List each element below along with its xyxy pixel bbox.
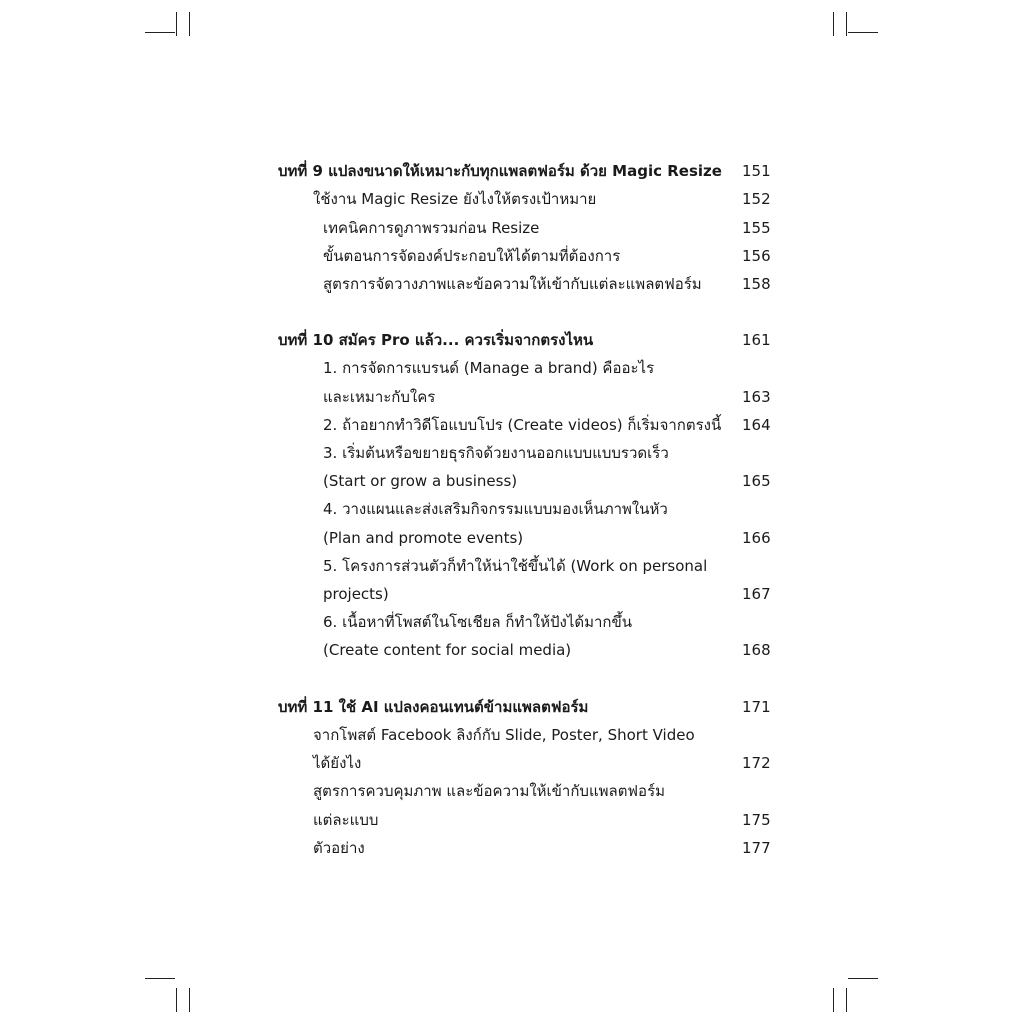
toc-entry: ใช้งาน Magic Resize ยังไงให้ตรงเป้าหมาย	[313, 190, 597, 208]
toc-entry: 2. ถ้าอยากทำวิดีโอแบบโปร (Create videos) ก็เริ่มจากตรงนี้	[323, 416, 722, 434]
toc-page-number: 166	[742, 529, 771, 547]
toc-page-number: 164	[742, 416, 771, 434]
toc-page-number: 175	[742, 811, 771, 829]
toc-entry: สูตรการจัดวางภาพและข้อความให้เข้ากับแต่ละแพลตฟอร์ม	[323, 275, 702, 293]
toc-page-number: 171	[742, 698, 771, 716]
toc-entry: projects)	[323, 585, 389, 603]
toc-entry: (Start or grow a business)	[323, 472, 518, 490]
toc-page-number: 165	[742, 472, 771, 490]
toc-page-number: 155	[742, 219, 771, 237]
toc-page-number: 158	[742, 275, 771, 293]
toc-page-number: 172	[742, 754, 771, 772]
toc-entry: (Create content for social media)	[323, 641, 572, 659]
toc-entry: และเหมาะกับใคร	[323, 388, 436, 406]
toc-chapter-title: บทที่ 11 ใช้ AI แปลงคอนเทนต์ข้ามแพลตฟอร์ม	[278, 698, 589, 716]
toc-entry: ขั้นตอนการจัดองค์ประกอบให้ได้ตามที่ต้องการ	[323, 247, 621, 265]
toc-entry: 5. โครงการส่วนตัวก็ทำให้น่าใช้ขึ้นได้ (Work on personal	[323, 557, 708, 575]
toc-page-number: 168	[742, 641, 771, 659]
toc-page-number: 177	[742, 839, 771, 857]
toc-entry: 6. เนื้อหาที่โพสต์ในโซเชียล ก็ทำให้ปังได้มากขึ้น	[323, 613, 633, 631]
toc-entry: (Plan and promote events)	[323, 529, 524, 547]
toc-entry: 1. การจัดการแบรนด์ (Manage a brand) คืออะไร	[323, 359, 655, 377]
toc-entry: สูตรการควบคุมภาพ และข้อความให้เข้ากับแพลตฟอร์ม	[313, 782, 666, 800]
toc-page-number: 161	[742, 331, 771, 349]
toc-page-number: 152	[742, 190, 771, 208]
toc-entry: จากโพสต์ Facebook ลิงก์กับ Slide, Poster, Short Video	[313, 726, 695, 744]
toc-entry: เทคนิคการดูภาพรวมก่อน Resize	[323, 219, 540, 237]
toc-page-number: 156	[742, 247, 771, 265]
toc-chapter-title: บทที่ 9 แปลงขนาดให้เหมาะกับทุกแพลตฟอร์ม ด้วย Magic Resize	[278, 162, 722, 180]
toc-entry: ได้ยังไง	[313, 754, 362, 772]
toc-entry: แต่ละแบบ	[313, 811, 379, 829]
toc-entry: 3. เริ่มต้นหรือขยายธุรกิจด้วยงานออกแบบแบบรวดเร็ว	[323, 444, 669, 462]
toc-page-number: 167	[742, 585, 771, 603]
toc-page-number: 151	[742, 162, 771, 180]
toc-entry: ตัวอย่าง	[313, 839, 365, 857]
toc-entry: 4. วางแผนและส่งเสริมกิจกรรมแบบมองเห็นภาพในหัว	[323, 500, 668, 518]
toc-page-number: 163	[742, 388, 771, 406]
toc-chapter-title: บทที่ 10 สมัคร Pro แล้ว... ควรเริ่มจากตรงไหน	[278, 331, 594, 349]
